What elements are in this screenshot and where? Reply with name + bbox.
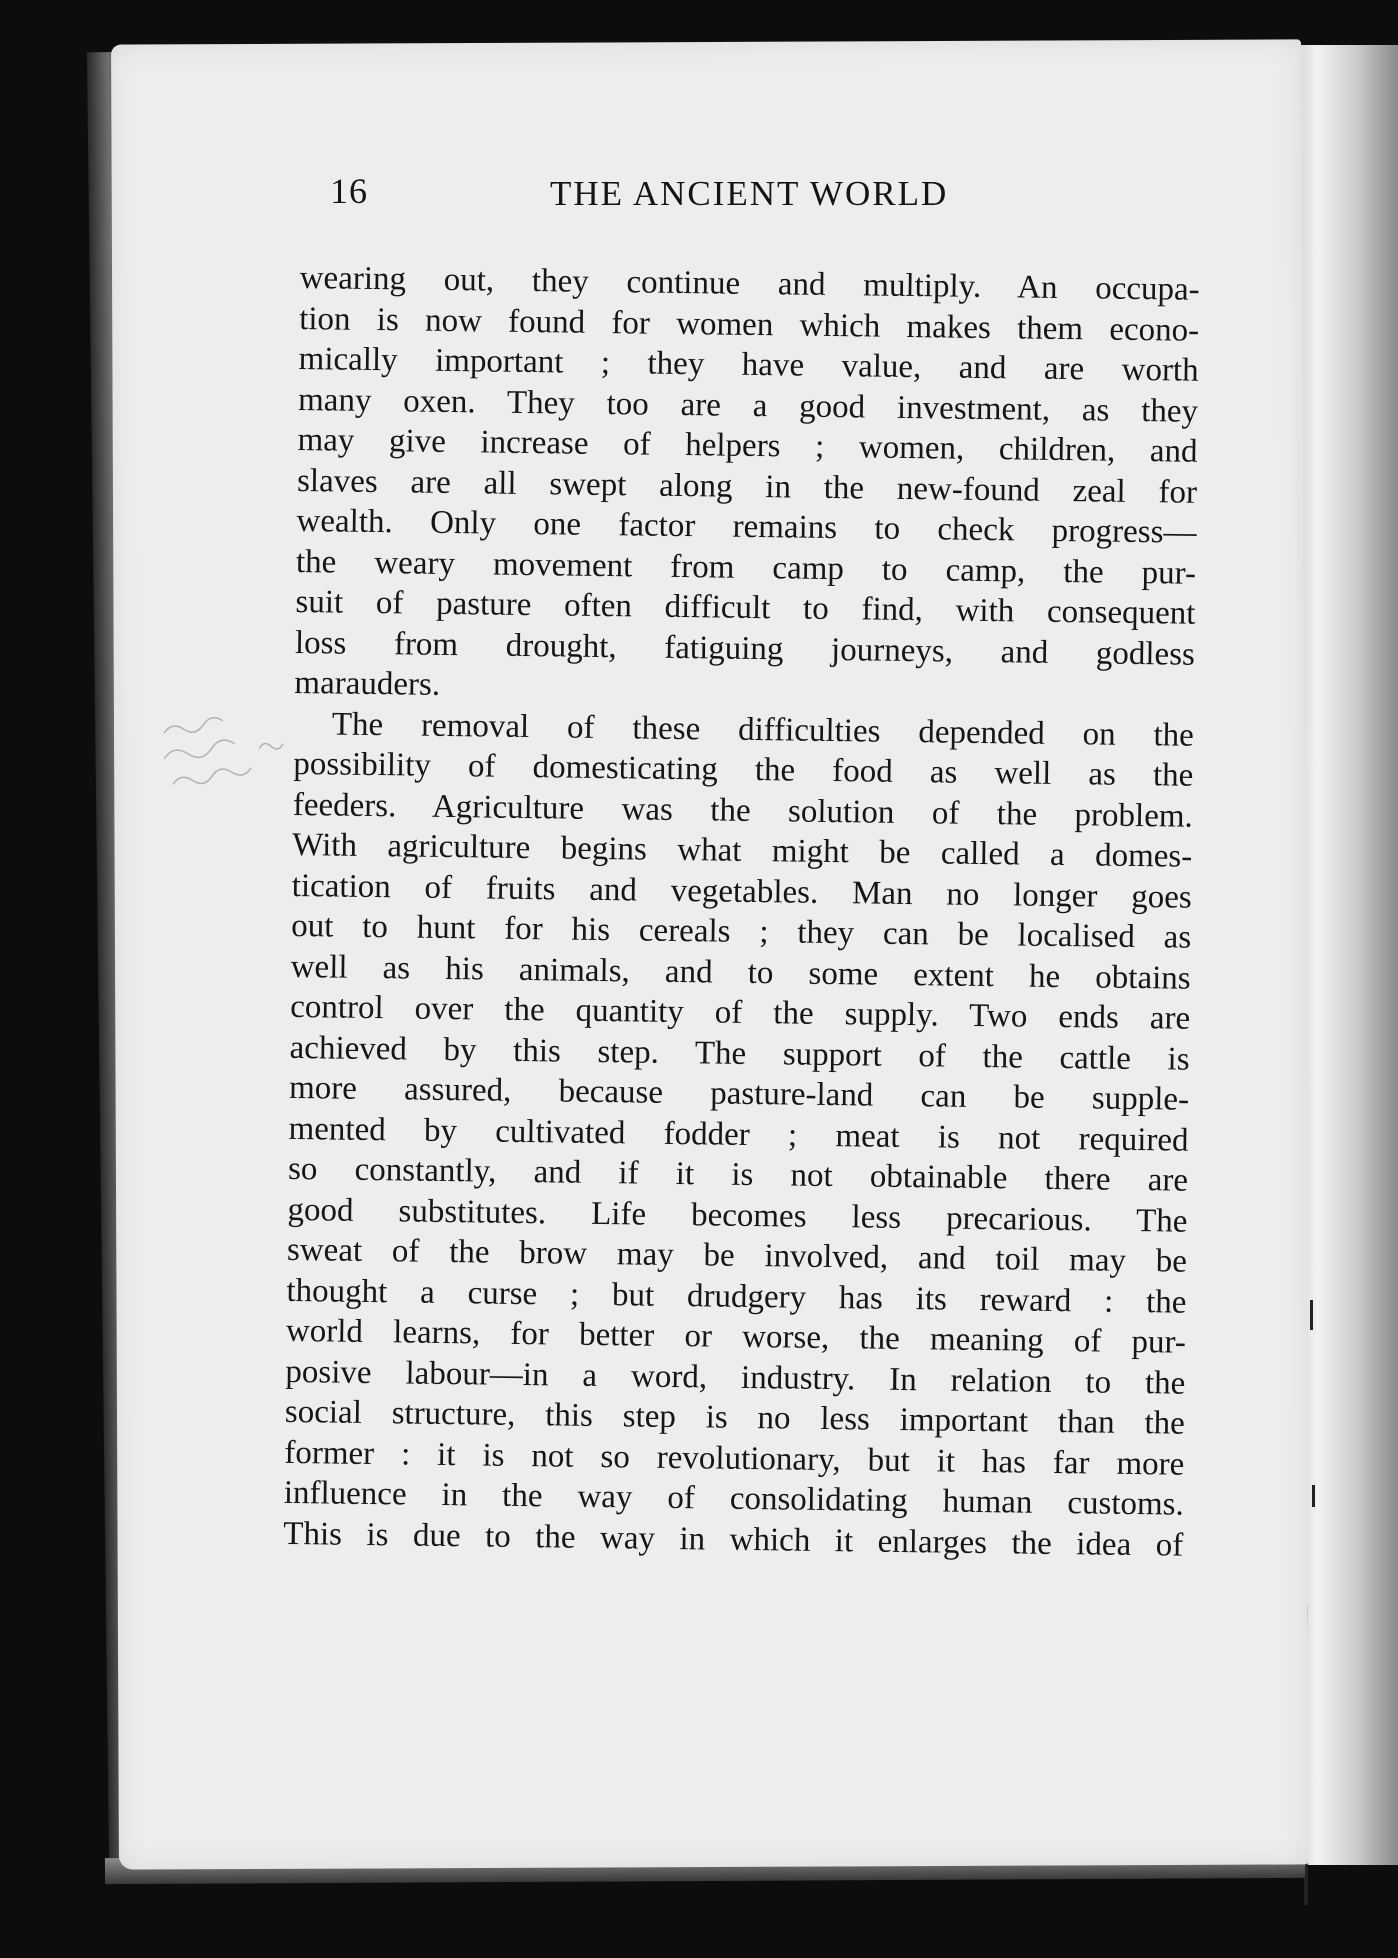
text-line: well as his animals, and to some extent he obtains [290,948,1191,997]
text-line: world learns, for better or worse, the meaning of pur- [285,1312,1187,1361]
text-line: out to hunt for his cereals ; they can be localised as [291,907,1192,956]
text-line: sweat of the brow may be involved, and toil may be [286,1231,1188,1280]
text-line: the weary movement from camp to camp, the pur- [295,543,1197,592]
text-line: possibility of domesticating the food as well as the [293,745,1194,794]
text-line: wearing out, they continue and multiply. An occupa- [299,259,1200,308]
text-line: tion is now found for women which makes them econo- [298,300,1200,349]
text-line: tication of fruits and vegetables. Man no longer goes [291,867,1192,916]
page-header [330,170,1020,230]
text-line: achieved by this step. The support of the cattle is [289,1029,1190,1078]
running-title: THE ANCIENT WORLD [550,174,949,213]
text-line: slaves are all swept along in the new-found zeal for [296,462,1198,511]
text-line: mented by cultivated fodder ; meat is not required [288,1110,1189,1159]
text-line: With agriculture begins what might be called a domes- [292,826,1193,875]
text-line: The removal of these difficulties depended on the [331,705,1195,754]
text-line: posive labour—in a word, industry. In relation to the [285,1353,1186,1402]
text-line: former : it is not so revolutionary, but it has far more [284,1434,1185,1483]
text-line: wealth. Only one factor remains to check progress— [296,502,1197,551]
text-line: good substitutes. Life becomes less precarious. The [287,1191,1188,1240]
body-text [283,258,1200,1566]
text-line: thought a curse ; but drudgery has its reward : the [286,1272,1187,1321]
text-line: feeders. Agriculture was the solution of the problem. [292,786,1194,835]
page-number: 16 [330,171,368,211]
text-line: so constantly, and if it is not obtainable there are [287,1150,1189,1199]
text-line: mically important ; they have value, and are worth [298,340,1199,389]
text-line: influence in the way of consolidating human customs. [283,1474,1184,1523]
text-line: suit of pasture often difficult to find, with consequent [295,583,1196,632]
text-line: control over the quantity of the supply. Two ends are [289,988,1191,1037]
adjacent-page-edge [1298,45,1398,1865]
text-line: many oxen. They too are a good investment, as they [297,381,1199,430]
text-line: may give increase of helpers ; women, children, and [297,421,1198,470]
text-line: social structure, this step is no less important than the [284,1393,1186,1442]
text-line: loss from drought, fatiguing journeys, and godless [294,624,1196,673]
text-line: This is due to the way in which it enlarges the idea of [283,1515,1184,1564]
text-line: more assured, because pasture-land can be supple- [288,1069,1190,1118]
text-line: marauders. [294,664,441,703]
